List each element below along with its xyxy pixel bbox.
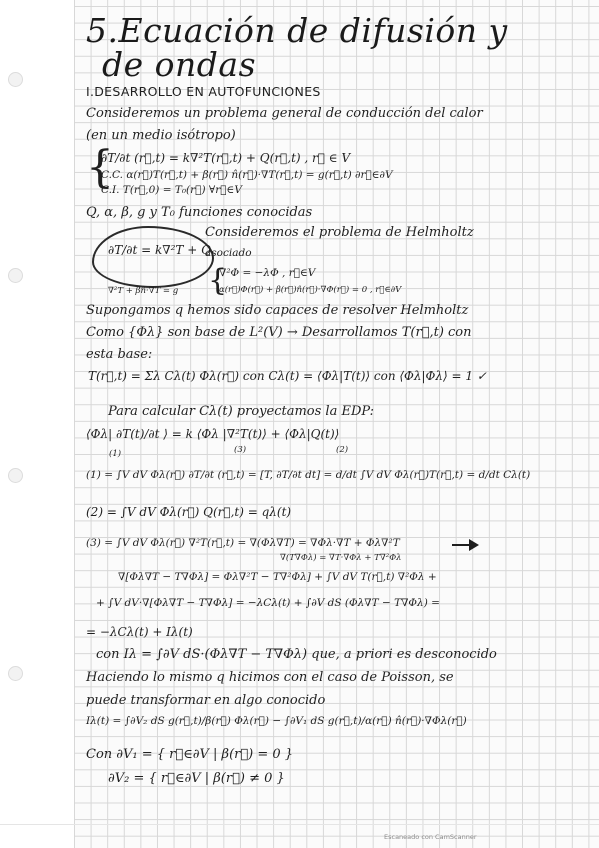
term-label: (3) xyxy=(234,445,247,455)
equation-initial: C.I. T(r⃗,0) = T₀(r⃗) ∀r⃗∈V xyxy=(101,184,242,196)
arrow-icon xyxy=(469,539,479,551)
equation-helmholtz-boundary: α(r⃗)Φ(r⃗) + β(r⃗)n̂(r⃗)·∇Φ(r⃗) = 0 , r⃗∈∂V xyxy=(219,285,402,295)
text-line: esta base: xyxy=(86,347,153,362)
equation-term-2: (2) = ∫V dV Φλ(r⃗) Q(r⃗,t) = qλ(t) xyxy=(86,505,292,519)
title-line-2: de ondas xyxy=(102,45,256,84)
text-line: Consideremos el problema de Helmholtz xyxy=(205,225,474,240)
cloud-equation: ∂T/∂t = k∇²T + Q xyxy=(108,243,211,257)
equation-result: = −λCλ(t) + Iλ(t) xyxy=(86,625,193,639)
term-label: (1) xyxy=(109,449,122,459)
text-line: Con ∂V₁ = { r⃗∈∂V | β(r⃗) = 0 } xyxy=(86,747,294,762)
text-line: Haciendo lo mismo q hicimos con el caso de Poisson, se xyxy=(86,670,454,685)
binder-hole xyxy=(8,468,23,483)
equation-divergence: ∇[Φλ∇T − T∇Φλ] = Φλ∇²T − T∇²Φλ] + ∫V dV T(r⃗,t) ∇²Φλ + xyxy=(118,571,437,583)
equation-helmholtz: ∇²Φ = −λΦ , r⃗∈V xyxy=(219,267,316,279)
text-line: Consideremos un problema general de conducción del calor xyxy=(86,106,483,121)
term-label: (2) xyxy=(336,445,349,455)
text-line: Q, α, β, g y T₀ funciones conocidas xyxy=(86,205,313,220)
text-line: con Iλ = ∫∂V dS·(Φλ∇T − T∇Φλ) que, a priori es desconocido xyxy=(96,647,497,662)
page-divider xyxy=(0,824,599,825)
cloud-note: ∇²T + βn̂·∇T = g xyxy=(108,286,179,296)
title-line-1: 5.Ecuación de difusión y xyxy=(86,11,508,50)
cloud-box xyxy=(92,226,214,288)
equation-boundary-integral: Iλ(t) = ∫∂V₂ dS g(r⃗,t)/β(r⃗) Φλ(r⃗) − ∫∂V₁ dS g(r⃗,t)/α(r⃗) n̂(r⃗)·∇Φλ(r⃗) xyxy=(86,715,467,727)
text-line: asociado xyxy=(205,247,252,259)
equation-term-3: (3) = ∫V dV Φλ(r⃗) ∇²T(r⃗,t) = ∇(Φλ∇T) = ∇Φλ·∇T + Φλ∇²T xyxy=(86,537,400,549)
binder-hole xyxy=(8,268,23,283)
equation-identity: ∇(T∇Φλ) = ∇T·∇Φλ + T∇²Φλ xyxy=(280,553,402,563)
equation-term-1: (1) = ∫V dV Φλ(r⃗) ∂T/∂t (r⃗,t) = [T, ∂T/∂t dt] = d/dt ∫V dV Φλ(r⃗)T(r⃗,t) = d/dt Cλ(t) xyxy=(86,469,531,481)
section-heading: I.DESARROLLO EN AUTOFUNCIONES xyxy=(86,84,321,99)
text-line: (en un medio isótropo) xyxy=(86,128,236,143)
scanner-watermark: Escaneado con CamScanner xyxy=(384,833,477,841)
system-brace: { xyxy=(86,142,114,193)
text-line: Como {Φλ} son base de L²(V) → Desarrollamos T(r⃗,t) con xyxy=(86,325,472,340)
binder-hole xyxy=(8,72,23,87)
text-line: puede transformar en algo conocido xyxy=(86,693,326,708)
equation-pde: ∂T/∂t (r⃗,t) = k∇²T(r⃗,t) + Q(r⃗,t) , r⃗ ∈ V xyxy=(101,151,351,165)
equation-boundary: C.C. α(r⃗)T(r⃗,t) + β(r⃗) n̂(r⃗)·∇T(r⃗,t) = g(r⃗,t) ∂r⃗∈∂V xyxy=(101,169,393,181)
equation-expansion: T(r⃗,t) = Σλ Cλ(t) Φλ(r⃗) con Cλ(t) = ⟨Φλ|T(t)⟩ con ⟨Φλ|Φλ⟩ = 1 ✓ xyxy=(88,369,487,383)
binder-hole xyxy=(8,666,23,681)
text-line: Supongamos q hemos sido capaces de resolver Helmholtz xyxy=(86,303,469,318)
equation-projection: ⟨Φλ| ∂T(t)/∂t ⟩ = k ⟨Φλ |∇²T(t)⟩ + ⟨Φλ|Q(t)⟩ xyxy=(86,427,340,441)
text-line: ∂V₂ = { r⃗∈∂V | β(r⃗) ≠ 0 } xyxy=(108,771,285,786)
text-line: Para calcular Cλ(t) proyectamos la EDP: xyxy=(108,404,375,419)
helmholtz-brace: { xyxy=(208,263,228,298)
equation-integral: + ∫V dV·∇[Φλ∇T − T∇Φλ] = −λCλ(t) + ∫∂V dS (Φλ∇T − T∇Φλ) = xyxy=(96,597,440,609)
